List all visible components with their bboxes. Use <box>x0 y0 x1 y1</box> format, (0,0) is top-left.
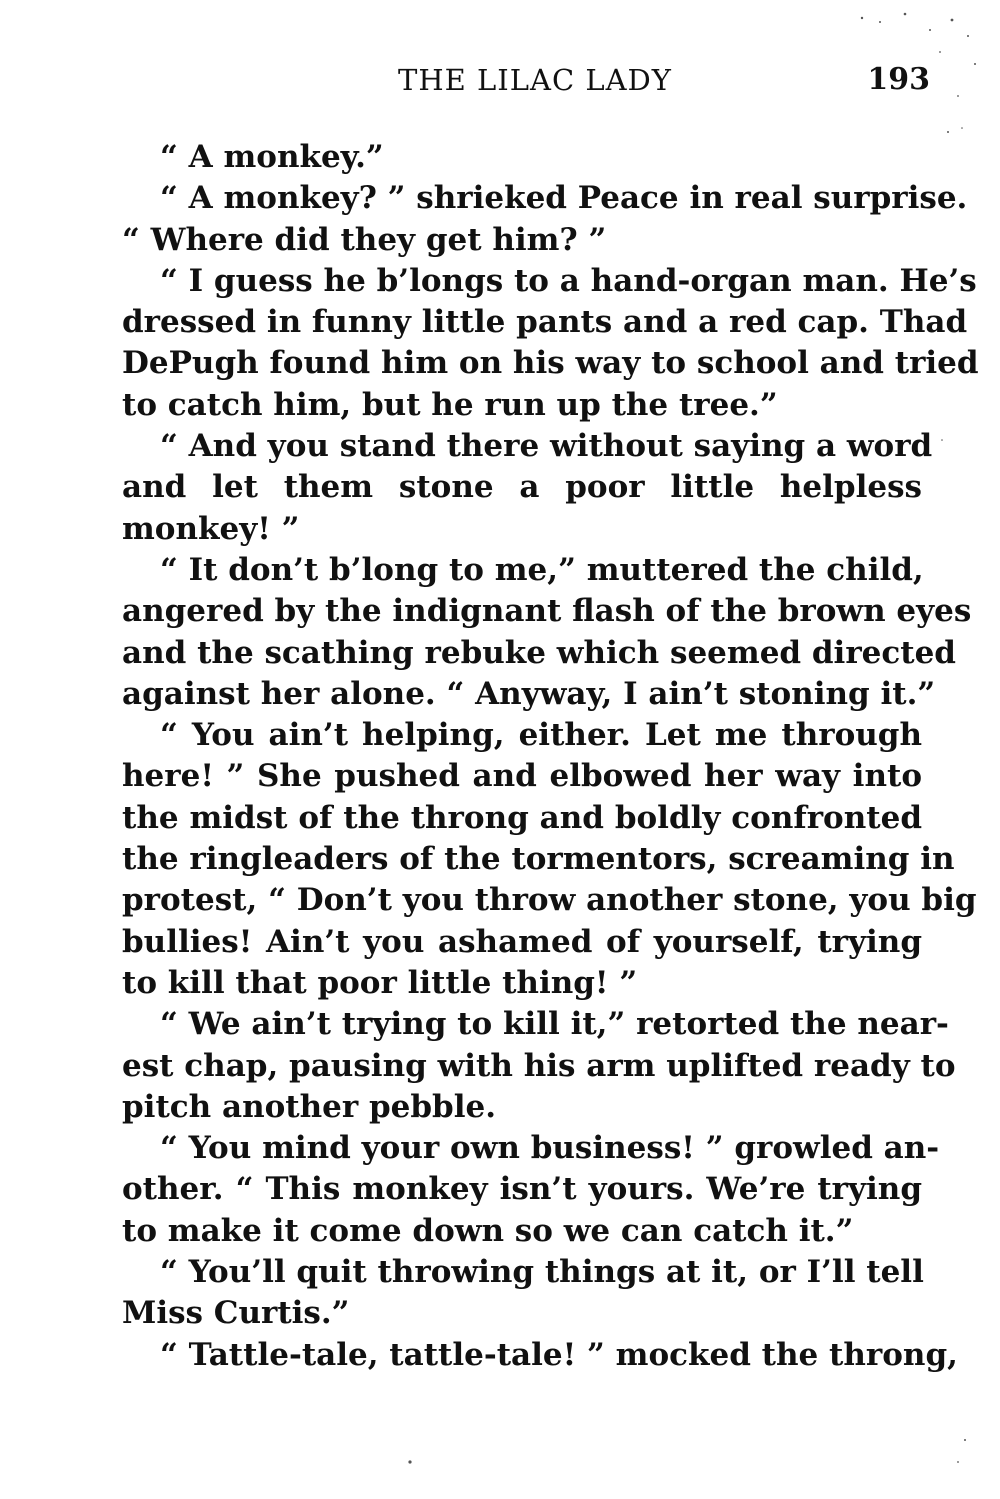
text-line: to make it come down so we can catch it.” <box>122 1212 854 1249</box>
text-line: “ A monkey? ” shrieked Peace in real surprise. <box>160 180 968 217</box>
text-line: “ We ain’t trying to kill it,” retorted the near- <box>160 1006 949 1043</box>
text-line: “ And you stand there without saying a word <box>160 428 933 465</box>
text-line: est chap, pausing with his arm uplifted ready to <box>122 1047 956 1084</box>
text-line: “ It don’t b’long to me,” muttered the child, <box>160 551 924 588</box>
text-line: “ You mind your own business! ” growled an- <box>160 1130 940 1167</box>
body-text <box>122 137 979 1376</box>
running-title: THE LILAC LADY <box>398 63 672 97</box>
text-line: bullies! Ain’t you ashamed of yourself, trying <box>122 923 922 960</box>
text-line: Miss Curtis.” <box>122 1295 350 1332</box>
text-line: against her alone. “ Anyway, I ain’t stoning it.” <box>122 675 936 712</box>
text-line: protest, “ Don’t you throw another stone, you big <box>122 882 977 919</box>
text-line: the midst of the throng and boldly confronted <box>122 799 922 836</box>
text-line: the ringleaders of the tormentors, screaming in <box>122 841 955 878</box>
text-line: monkey! ” <box>122 510 300 547</box>
text-line: “ You’ll quit throwing things at it, or I’ll tell <box>160 1254 924 1291</box>
text-line: and the scathing rebuke which seemed directed <box>122 634 956 671</box>
text-line: angered by the indignant flash of the brown eyes <box>122 593 972 630</box>
text-line: pitch another pebble. <box>122 1088 497 1125</box>
text-line: “ A monkey.” <box>160 139 384 175</box>
running-head <box>120 58 930 102</box>
text-line: to kill that poor little thing! ” <box>122 964 638 1001</box>
page-number: 193 <box>867 62 930 97</box>
text-line: to catch him, but he run up the tree.” <box>122 386 778 423</box>
text-line: dressed in funny little pants and a red cap. Thad <box>122 304 968 341</box>
text-line: “ I guess he b’longs to a hand-organ man. He’s <box>160 262 977 299</box>
text-line: and let them stone a poor little helpless <box>122 469 922 506</box>
text-line: “ You ain’t helping, either. Let me through <box>160 717 922 754</box>
text-line: other. “ This monkey isn’t yours. We’re trying <box>122 1171 922 1208</box>
text-line: “ Tattle-tale, tattle-tale! ” mocked the throng, <box>160 1336 958 1373</box>
text-line: here! ” She pushed and elbowed her way into <box>122 758 922 795</box>
text-line: DePugh found him on his way to school and tried <box>122 345 979 382</box>
text-line: “ Where did they get him? ” <box>122 221 607 258</box>
